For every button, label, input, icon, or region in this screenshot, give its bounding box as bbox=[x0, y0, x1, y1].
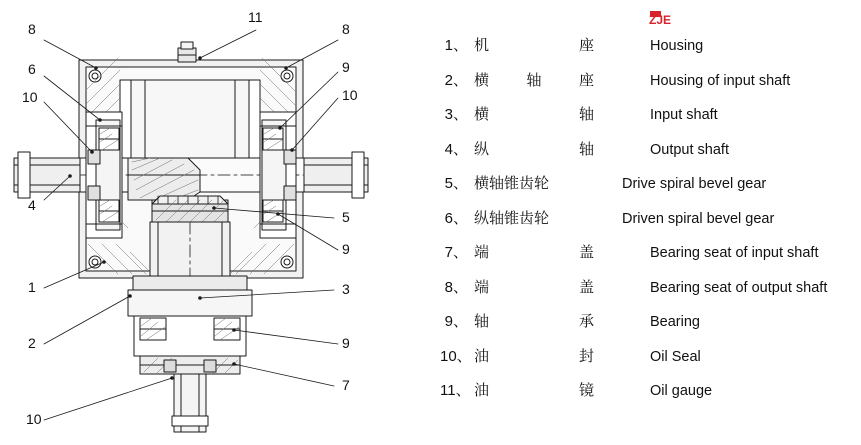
legend-chinese-part: 机 bbox=[474, 37, 490, 54]
legend-number: 1、 bbox=[444, 37, 468, 54]
legend-number: 3、 bbox=[444, 106, 468, 123]
legend-number: 4、 bbox=[444, 140, 468, 158]
legend-english: Driven spiral bevel gear bbox=[622, 210, 775, 227]
legend-number: 6、 bbox=[444, 209, 468, 227]
callout-7: 7 bbox=[342, 377, 350, 393]
legend-chinese-part: 横轴锥齿轮 bbox=[474, 175, 550, 192]
legend-english: Housing of input shaft bbox=[650, 72, 791, 89]
legend-chinese-part: 端 bbox=[474, 278, 490, 296]
legend-chinese-part: 纵 bbox=[474, 140, 490, 158]
callout-4: 4 bbox=[28, 197, 36, 213]
legend-chinese-part: 油 bbox=[474, 347, 490, 365]
callout-10-bottom: 10 bbox=[26, 411, 42, 427]
legend-chinese-part: 油 bbox=[474, 382, 490, 399]
legend-row-3 bbox=[440, 103, 850, 138]
legend-number: 9、 bbox=[444, 313, 468, 330]
legend-row-8 bbox=[440, 276, 850, 311]
legend-number: 2、 bbox=[444, 71, 468, 89]
legend-chinese-part: 封 bbox=[578, 347, 594, 365]
legend-chinese-part: 横 bbox=[474, 106, 490, 123]
legend-row-7 bbox=[440, 241, 850, 276]
legend-chinese-part: 盖 bbox=[578, 278, 594, 296]
legend-chinese-part: 承 bbox=[578, 313, 594, 330]
legend-chinese bbox=[468, 69, 622, 90]
parts-legend bbox=[440, 34, 850, 414]
legend-english: Bearing seat of output shaft bbox=[650, 279, 828, 296]
legend-chinese-part: 轴 bbox=[578, 106, 594, 123]
legend-chinese bbox=[468, 103, 622, 124]
legend-chinese bbox=[468, 172, 594, 193]
legend-chinese bbox=[468, 345, 622, 366]
callout-6: 6 bbox=[28, 61, 36, 77]
legend-english: Oil gauge bbox=[650, 383, 713, 399]
legend-chinese bbox=[468, 310, 622, 331]
callout-8-left: 8 bbox=[28, 21, 36, 37]
legend-row-1 bbox=[440, 34, 850, 69]
legend-number: 5、 bbox=[444, 175, 468, 192]
legend-number: 11、 bbox=[440, 382, 471, 399]
legend-row-5 bbox=[440, 172, 850, 207]
legend-english: Input shaft bbox=[650, 107, 718, 123]
callout-2: 2 bbox=[28, 335, 36, 351]
legend-row-2 bbox=[440, 69, 850, 104]
legend-english: Output shaft bbox=[650, 141, 729, 158]
legend-chinese-part: 端 bbox=[474, 244, 490, 261]
legend-row-10 bbox=[440, 345, 850, 380]
legend-chinese bbox=[468, 379, 622, 400]
callout-1: 1 bbox=[28, 279, 36, 295]
legend-number: 10、 bbox=[440, 347, 472, 365]
legend-chinese-part: 座 bbox=[578, 37, 594, 54]
callout-10-right: 10 bbox=[342, 87, 358, 103]
legend-chinese-part: 纵轴锥齿轮 bbox=[474, 209, 550, 227]
legend-row-11 bbox=[440, 379, 850, 414]
legend-chinese-part: 横 bbox=[474, 71, 490, 89]
legend-chinese-part: 镜 bbox=[578, 382, 594, 399]
callout-3: 3 bbox=[342, 281, 350, 297]
zje-watermark-logo bbox=[648, 8, 688, 30]
callout-10-left: 10 bbox=[22, 89, 38, 105]
legend-english: Housing bbox=[650, 38, 704, 54]
legend-chinese-part: 座 bbox=[578, 71, 594, 89]
legend-chinese bbox=[468, 207, 594, 228]
legend-number: 7、 bbox=[444, 244, 468, 261]
legend-chinese-part: 轴 bbox=[578, 140, 594, 158]
legend-chinese-part: 盖 bbox=[578, 244, 594, 261]
legend-row-4 bbox=[440, 138, 850, 173]
callout-8-right: 8 bbox=[342, 21, 350, 37]
svg-text:ZJE: ZJE bbox=[649, 13, 672, 27]
legend-chinese-part: 轴 bbox=[474, 313, 490, 330]
legend-english: Drive spiral bevel gear bbox=[622, 176, 767, 192]
callout-11: 11 bbox=[248, 9, 263, 25]
legend-english: Bearing seat of input shaft bbox=[650, 245, 819, 261]
legend-english: Bearing bbox=[650, 314, 700, 330]
legend-chinese bbox=[468, 276, 622, 297]
callout-9-low-right: 9 bbox=[342, 335, 350, 351]
legend-chinese-part: 轴 bbox=[526, 71, 542, 89]
legend-chinese bbox=[468, 138, 622, 159]
callout-5: 5 bbox=[342, 209, 350, 225]
legend-chinese bbox=[468, 34, 622, 55]
legend-row-6 bbox=[440, 207, 850, 242]
callout-9-mid-right: 9 bbox=[342, 241, 350, 257]
legend-number: 8、 bbox=[444, 278, 468, 296]
callout-9-top-right: 9 bbox=[342, 59, 350, 75]
legend-row-9 bbox=[440, 310, 850, 345]
legend-chinese bbox=[468, 241, 622, 262]
legend-english: Oil Seal bbox=[650, 348, 701, 365]
